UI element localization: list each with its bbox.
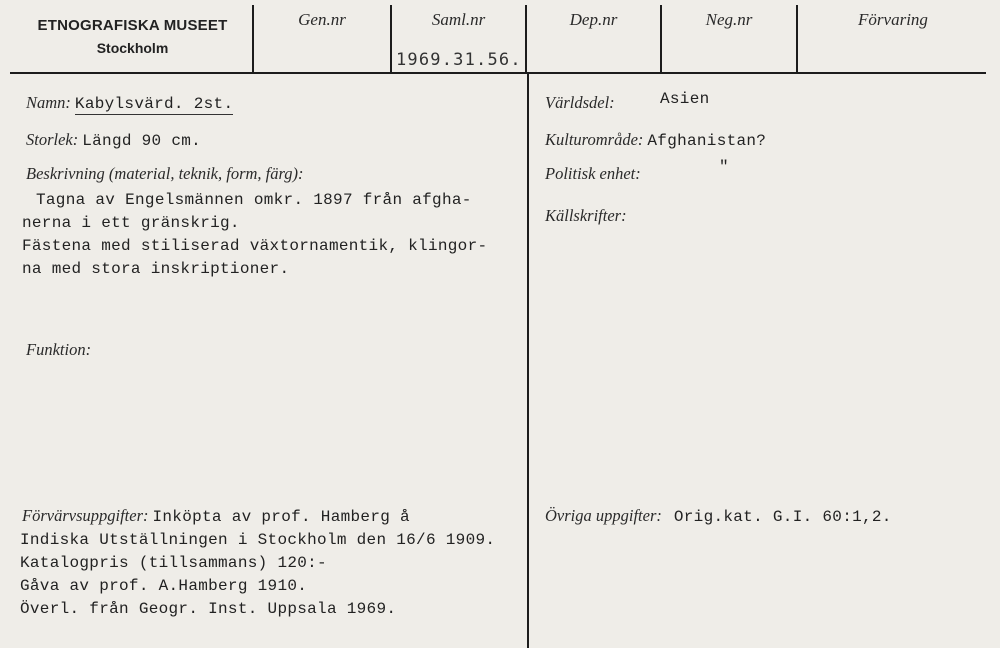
forvarv-line: Gåva av prof. A.Hamberg 1910. — [20, 577, 308, 595]
ovriga-value: Orig.kat. G.I. 60:1,2. — [673, 508, 892, 526]
varldsdel-value: Asien — [660, 90, 710, 108]
kulturomrade-row — [545, 130, 766, 150]
beskrivning-line: nerna i ett gränskrig. — [22, 214, 240, 232]
header-forvaring: Förvaring — [858, 10, 928, 29]
storlek-row — [26, 130, 201, 150]
funktion-label: Funktion: — [26, 340, 92, 359]
ovriga-row — [545, 506, 892, 526]
ovriga-label: Övriga uppgifter: — [545, 506, 662, 525]
institution-name: ETNOGRAFISKA MUSEET — [37, 17, 228, 34]
storlek-label: Storlek: — [26, 130, 79, 149]
forvarv-line: Överl. från Geogr. Inst. Uppsala 1969. — [20, 600, 397, 618]
namn-label: Namn: — [26, 93, 71, 112]
beskrivning-text — [22, 189, 487, 281]
beskrivning-line: Fästena med stiliserad växtornamentik, klingor- — [22, 237, 488, 255]
politisk-value: " — [719, 158, 729, 176]
body-center-divider — [527, 74, 529, 648]
varldsdel-label: Världsdel: — [545, 93, 615, 112]
header-gen-nr: Gen.nr — [298, 10, 346, 29]
forvarv-text — [20, 529, 495, 621]
header-dep-nr: Dep.nr — [569, 10, 618, 29]
header-neg-nr: Neg.nr — [705, 10, 753, 29]
namn-row — [26, 93, 233, 113]
institution-city: Stockholm — [96, 40, 169, 56]
institution-block — [20, 17, 245, 56]
politisk-label: Politisk enhet: — [545, 164, 641, 183]
forvarv-line: Katalogpris (tillsammans) 120:- — [20, 554, 327, 572]
beskrivning-label: Beskrivning (material, teknik, form, färg): — [26, 164, 304, 183]
header-saml-nr: Saml.nr — [431, 10, 486, 29]
kulturomrade-label: Kulturområde: — [545, 130, 644, 149]
forvarv-first-line: Inköpta av prof. Hamberg å — [152, 508, 410, 526]
beskrivning-line: Tagna av Engelsmännen omkr. 1897 från afgha- — [36, 191, 472, 209]
kulturomrade-value: Afghanistan? — [647, 132, 767, 150]
saml-nr-value: 1969.31.56. — [396, 50, 522, 70]
forvarv-label: Förvärvsuppgifter: — [22, 506, 149, 525]
forvarv-line: Indiska Utställningen i Stockholm den 16/6 1909. — [20, 531, 496, 549]
namn-value: Kabylsvärd. 2st. — [74, 95, 234, 113]
kallskrifter-label: Källskrifter: — [545, 206, 627, 225]
storlek-value: Längd 90 cm. — [82, 132, 202, 150]
forvarv-row — [22, 506, 410, 526]
header-divider-line — [10, 72, 986, 74]
beskrivning-line: na med stora inskriptioner. — [22, 260, 290, 278]
